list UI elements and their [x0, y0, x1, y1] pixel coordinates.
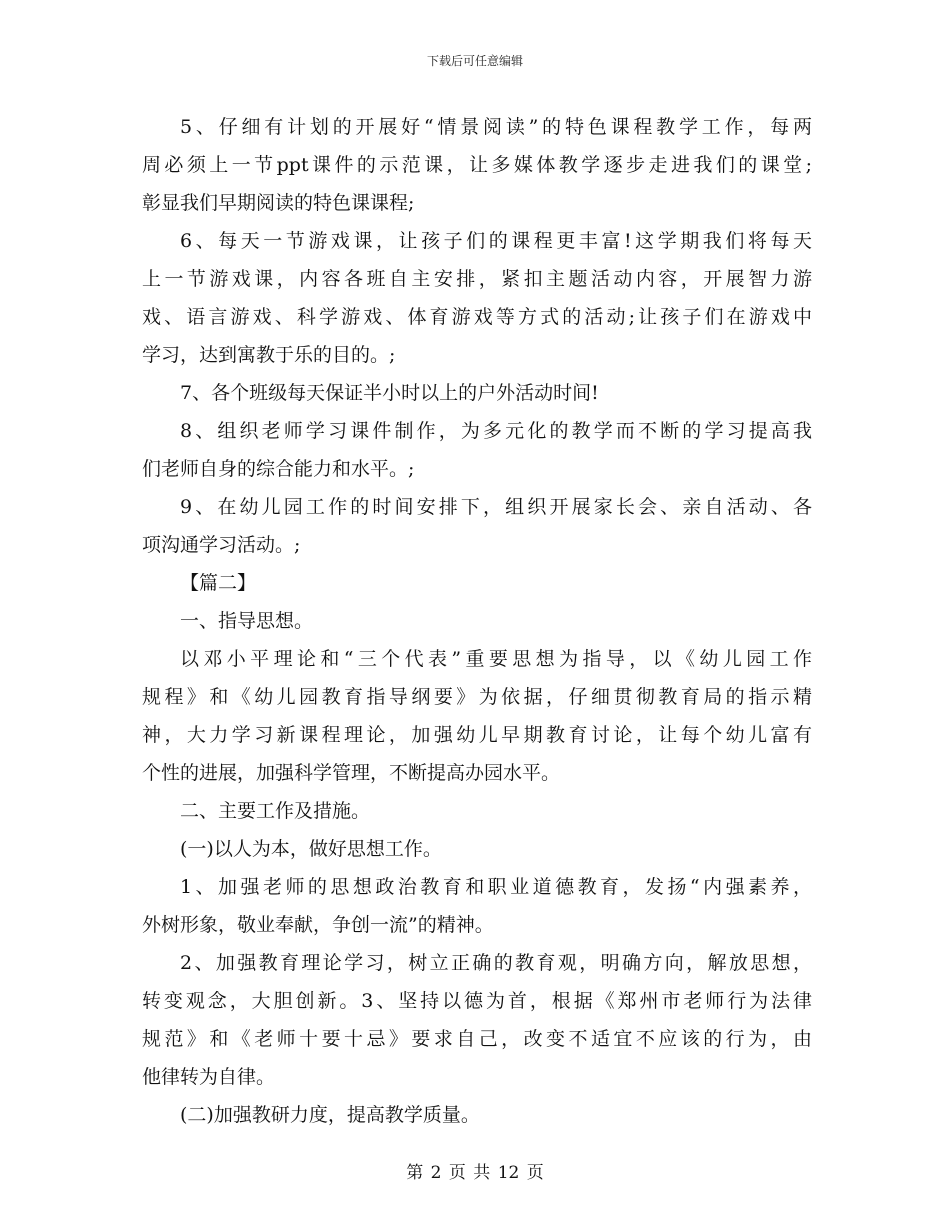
text-line: 学习，达到寓教于乐的目的。;: [142, 344, 396, 366]
text-line: 规范》和《老师十要十忌》要求自己，改变不适宜不应该的行为，由: [142, 1028, 812, 1050]
text-line: 以邓小平理论和“三个代表”重要思想为指导，以《幼儿园工作: [180, 648, 812, 670]
text-line: 外树形象，敬业奉献，争创一流”的精神。: [142, 914, 494, 936]
text-line: 转变观念，大胆创新。3、坚持以德为首，根据《郑州市老师行为法律: [142, 990, 812, 1012]
text-line: 8、组织老师学习课件制作，为多元化的教学而不断的学习提高我: [180, 420, 812, 442]
text-line: 上一节游戏课，内容各班自主安排，紧扣主题活动内容，开展智力游: [142, 268, 812, 290]
text-line: (一)以人为本，做好思想工作。: [180, 838, 442, 860]
text-line: 项沟通学习活动。;: [142, 534, 301, 556]
text-line: 个性的进展，加强科学管理，不断提高办园水平。: [142, 762, 561, 784]
text-line: 彰显我们早期阅读的特色课课程;: [142, 192, 415, 214]
text-line: 7、各个班级每天保证半小时以上的户外活动时间!: [180, 382, 599, 404]
text-line: 神，大力学习新课程理论，加强幼儿早期教育讨论，让每个幼儿富有: [142, 724, 812, 746]
page-header: 下载后可任意编辑: [426, 54, 523, 68]
text-line: 们老师自身的综合能力和水平。;: [142, 458, 415, 480]
text-line: 5、仔细有计划的开展好“情景阅读”的特色课程教学工作，每两: [180, 116, 812, 138]
text-line: 他律转为自律。: [142, 1066, 276, 1088]
text-line: 一、指导思想。: [180, 610, 314, 632]
document-body: [142, 108, 812, 1134]
text-line: 6、每天一节游戏课，让孩子们的课程更丰富!这学期我们将每天: [180, 230, 812, 252]
text-line: 周必须上一节ppt课件的示范课，让多媒体教学逐步走进我们的课堂;: [142, 154, 812, 176]
text-line: (二)加强教研力度，提高教学质量。: [180, 1104, 480, 1126]
text-line: 1、加强老师的思想政治教育和职业道德教育，发扬“内强素养，: [180, 876, 812, 898]
text-line: 二、主要工作及措施。: [180, 800, 371, 822]
text-line: 戏、语言游戏、科学游戏、体育游戏等方式的活动;让孩子们在游戏中: [142, 306, 812, 328]
text-line: 规程》和《幼儿园教育指导纲要》为依据，仔细贯彻教育局的指示精: [142, 686, 812, 708]
text-line: 【篇二】: [180, 572, 257, 594]
text-line: 2、加强教育理论学习，树立正确的教育观，明确方向，解放思想，: [180, 952, 812, 974]
text-line: 9、在幼儿园工作的时间安排下，组织开展家长会、亲自活动、各: [180, 496, 812, 518]
page-footer: 第 2 页 共 12 页: [406, 1163, 544, 1183]
